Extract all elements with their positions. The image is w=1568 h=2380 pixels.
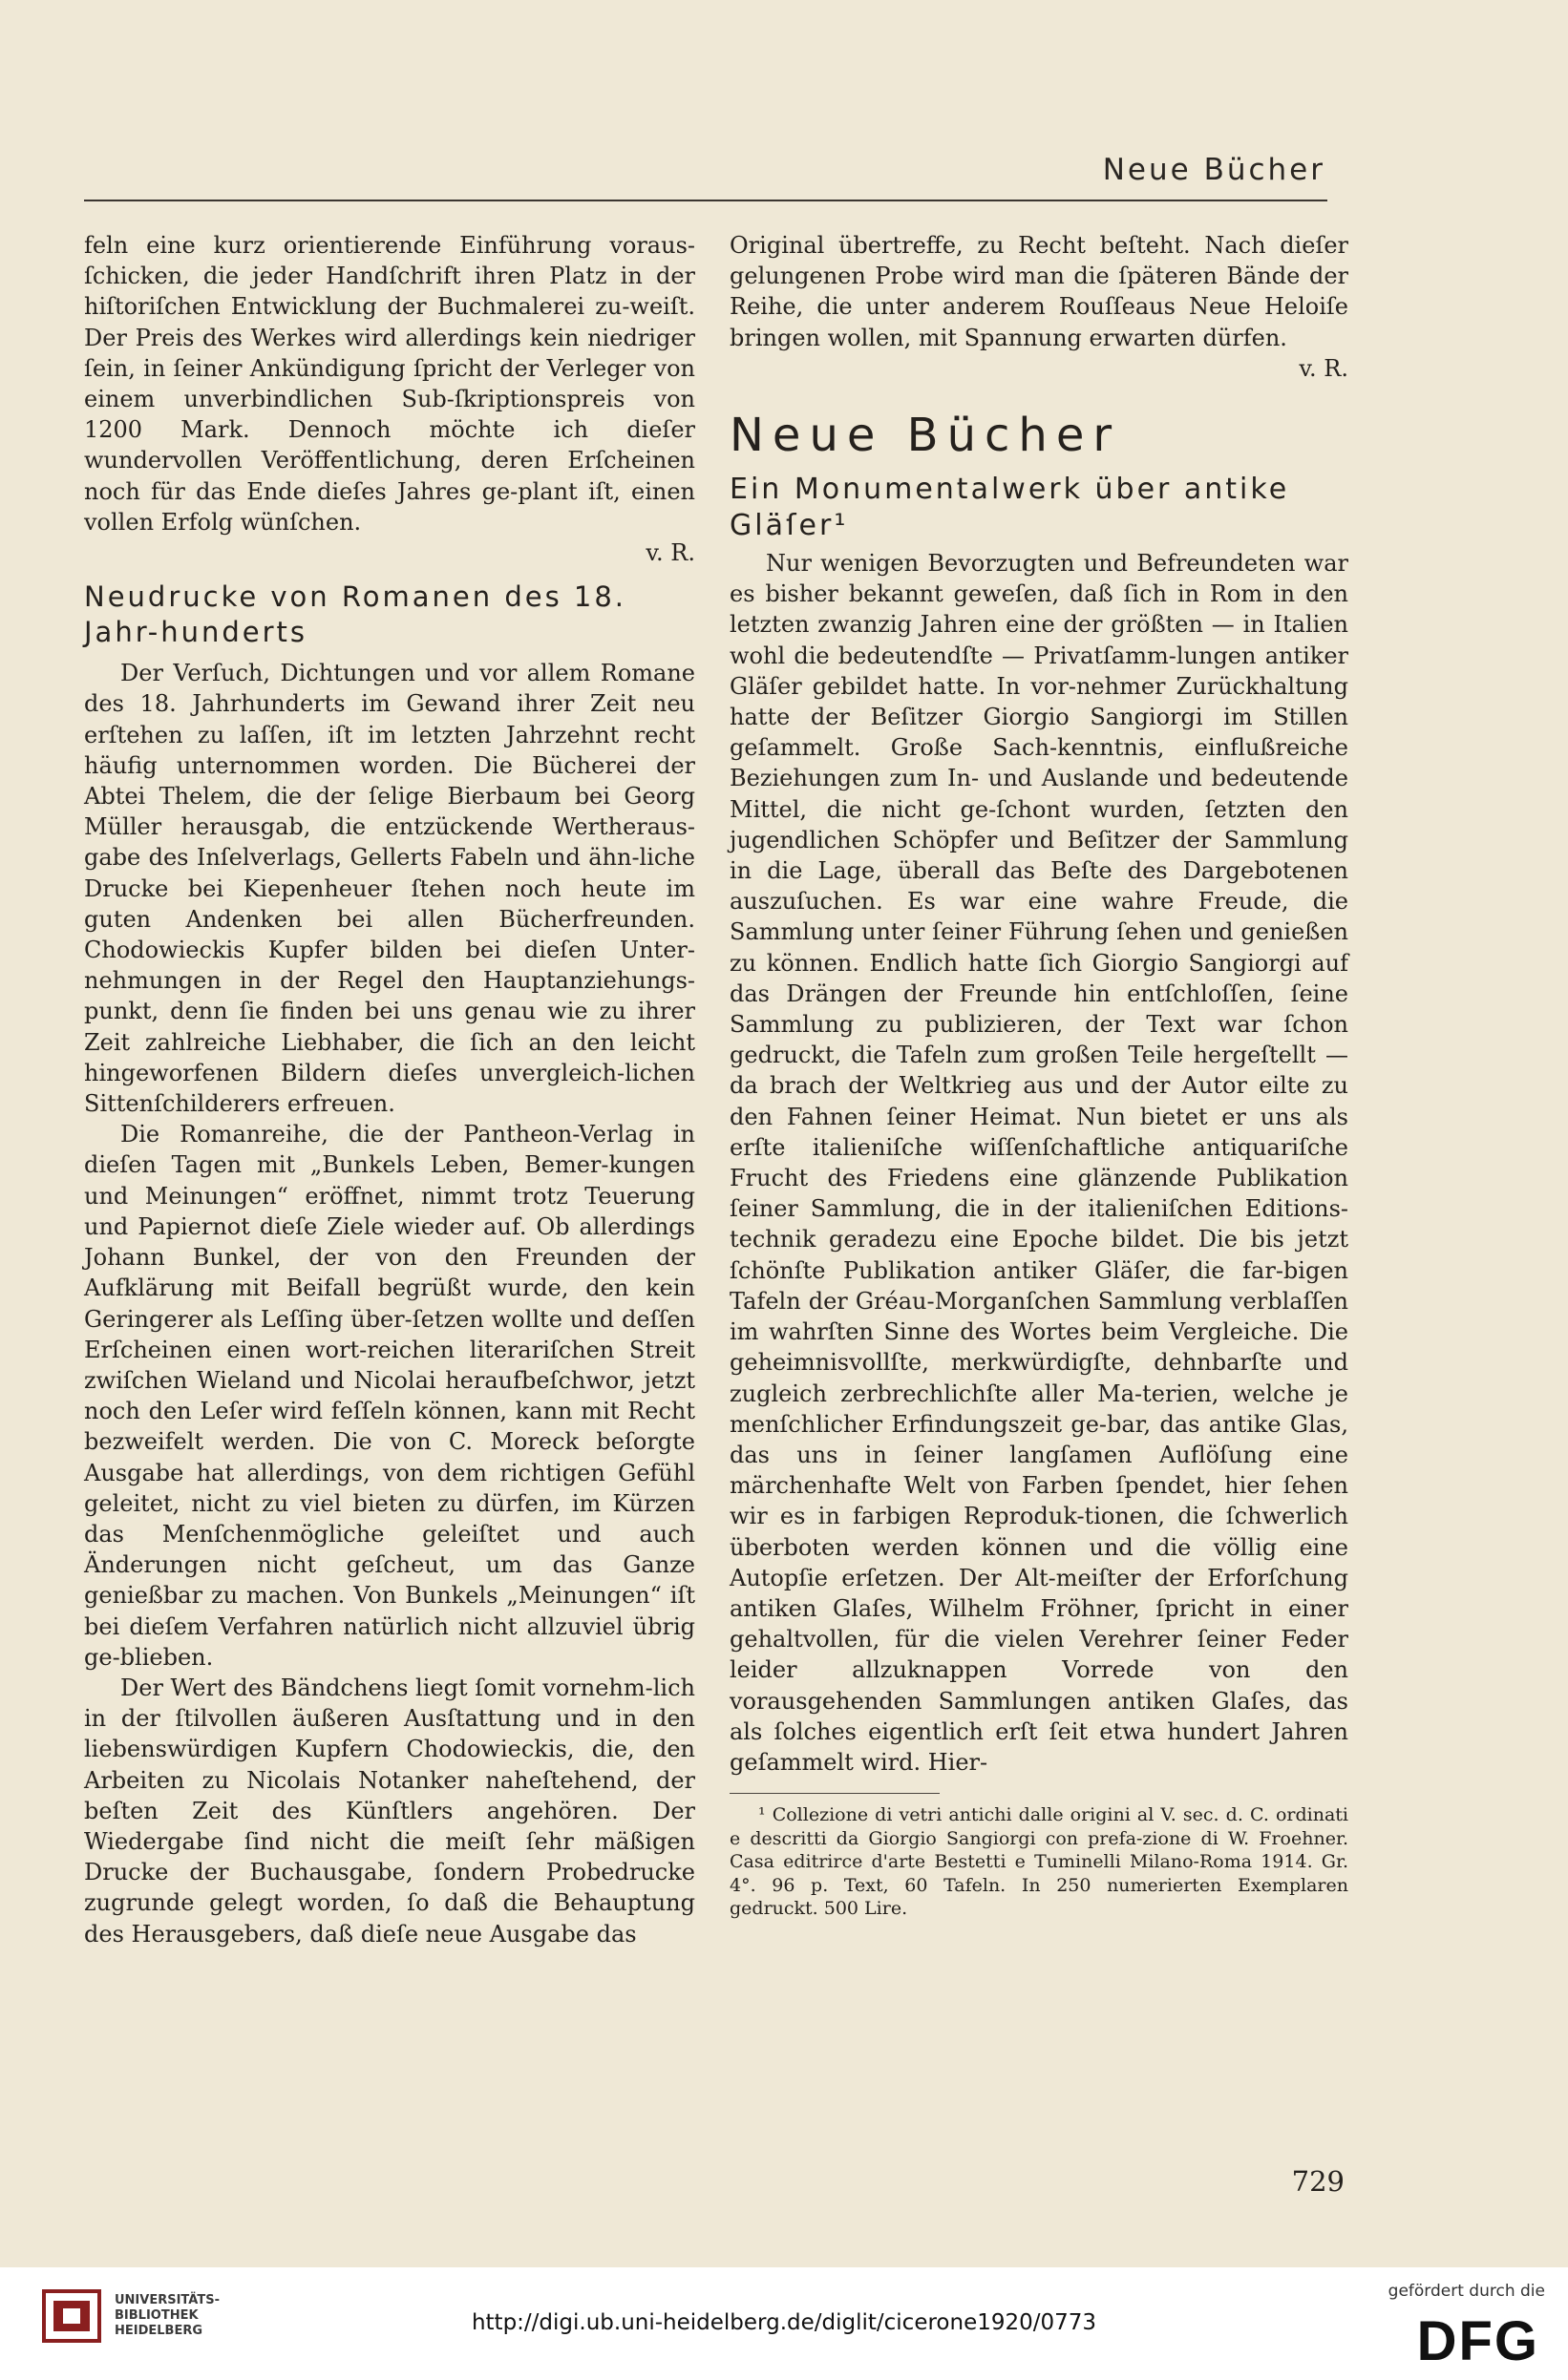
header-rule <box>84 200 1327 201</box>
section-heading: Neudrucke von Romanen des 18. Jahr-hunderts <box>84 580 627 649</box>
page-number: 729 <box>1291 2165 1345 2198</box>
dfg-logo-text: DFG <box>1416 2310 1539 2368</box>
left-intro-signature: v. R. <box>646 539 695 567</box>
running-head: Neue Bücher <box>1102 153 1325 187</box>
main-heading: Neue Bücher <box>730 409 1121 463</box>
left-paragraph-1: Der Verſuch, Dichtungen und vor allem Romane des 18. Jahrhunderts im Gewand ihrer Zeit neu erſtehen zu laſſen, iſt im letzten Jahrzehnt recht häufig unternommen worden. Die Bücherei der Abtei Thelem, die der ſelige Bierbaum bei Georg Müller herausgab, die entzückende Wertheraus-gabe des Inſelverlags, Gellerts Fabeln und ähn-liche Drucke bei Kiepenheuer ſtehen noch heute im guten Andenken bei allen Bücherfreunden. Chodowieckis Kupfer bilden bei dieſen Unter-nehmungen in der Regel den Hauptanziehungs-punkt, denn ſie finden bei uns genau wie zu ihrer Zeit zahlreiche Liebhaber, die ſich an den leicht hingeworfenen Bildern dieſes unvergleich-lichen Sittenſchilderers erfreuen. <box>84 660 695 1118</box>
left-paragraph-3: Der Wert des Bändchens liegt ſomit vornehm-lich in der ſtilvollen äußeren Ausſtattung und in den liebenswürdigen Kupfern Chodowieckis, die, den Arbeiten zu Nicolais Notanker naheſtehend, der beſten Zeit des Künſtlers angehören. Der Wiedergabe ſind nicht die meiſt ſehr mäßigen Drucke der Buchausgabe, ſondern Probedrucke zugrunde gelegt worden, ſo daß die Behauptung des Herausgebers, daß dieſe neue Ausgabe das <box>84 1674 695 1948</box>
article-heading: Ein Monumentalwerk über antike Gläſer¹ <box>730 473 1290 543</box>
library-name: UNIVERSITÄTS- BIBLIOTHEK HEIDELBERG <box>115 2293 220 2338</box>
left-intro-paragraph: feln eine kurz orientierende Einführung voraus-ſchicken, die jeder Handſchrift ihren Platz in der hiſtoriſchen Entwicklung der Buchmalerei zu-weiſt. Der Preis des Werkes wird allerdings kein niedriger ſein, in ſeiner Ankündigung ſpricht der Verleger von einem unverbindlichen Sub-ſkriptionspreis von 1200 Mark. Dennoch möchte ich dieſer wundervollen Veröffentlichung, deren Erſcheinen noch für das Ende dieſes Jahres ge-plant iſt, einen vollen Erfolg wünſchen. <box>84 232 695 536</box>
left-paragraph-2: Die Romanreihe, die der Pantheon-Verlag in dieſen Tagen mit „Bunkels Leben, Bemer-kungen und Meinungen“ eröffnet, nimmt trotz Teuerung und Papiernot dieſe Ziele wieder auf. Ob allerdings Johann Bunkel, der von den Freunden der Aufklärung mit Beifall begrüßt wurde, den kein Geringerer als Leſſing über-ſetzen wollte und deſſen Erſcheinen einen wort-reichen literariſchen Streit zwiſchen Wieland und Nicolai heraufbeſchwor, jetzt noch den Leſer wird feſſeln können, kann mit Recht bezweifelt werden. Die von C. Moreck beſorgte Ausgabe hat allerdings, von dem richtigen Gefühl geleitet, nicht zu viel bieten zu dürfen, im Kürzen das Menſchenmögliche geleiſtet und auch Änderungen nicht geſcheut, um das Ganze genießbar zu machen. Von Bunkels „Meinungen“ iſt bei dieſem Verfahren natürlich nicht allzuviel übrig ge-blieben. <box>84 1121 695 1671</box>
left-column <box>84 230 695 1949</box>
right-intro-signature: v. R. <box>1299 354 1348 382</box>
right-intro-paragraph: Original übertreffe, zu Recht beſteht. Nach dieſer gelungenen Probe wird man die ſpäteren Bände der Reihe, die unter anderem Rouſſeaus Neue Heloiſe bringen wollen, mit Spannung erwarten dürfen. <box>730 232 1348 351</box>
footnote-rule <box>730 1793 940 1794</box>
funder-block <box>1388 2282 1545 2368</box>
dfg-logo-icon[interactable] <box>1388 2310 1541 2368</box>
article-text: Nur wenigen Bevorzugten und Befreundeten war es bisher bekannt geweſen, daß ſich in Rom in den letzten zwanzig Jahren eine der größten — in Italien wohl die bedeutendſte — Privatſamm-lungen antiker Gläſer gebildet hatte. In vor-nehmer Zurückhaltung hatte der Beſitzer Giorgio Sangiorgi im Stillen geſammelt. Große Sach-kenntnis, einflußreiche Beziehungen zum In- und Auslande und bedeutende Mittel, die nicht ge-ſchont wurden, ſetzten den jugendlichen Schöpfer und Beſitzer der Sammlung in die Lage, überall das Beſte des Dargebotenen auszuſuchen. Es war eine wahre Freude, die Sammlung unter ſeiner Führung ſehen und genießen zu können. Endlich hatte ſich Giorgio Sangiorgi auf das Drängen der Freunde hin entſchloſſen, ſeine Sammlung zu publizieren, der Text war ſchon gedruckt, die Tafeln zum großen Teile hergeſtellt — da brach der Weltkrieg aus und der Autor eilte zu den Fahnen ſeiner Heimat. Nun bietet er uns als erſte italieniſche wiſſenſchaftliche antiquariſche Frucht des Friedens eine glänzende Publikation ſeiner Sammlung, die in der italieniſchen Editions-technik geradezu eine Epoche bildet. Die bis jetzt ſchönſte Publikation antiker Gläſer, die far-bigen Tafeln der Gréau-Morganſchen Sammlung verblaſſen im wahrſten Sinne des Wortes beim Vergleiche. Die geheimnisvollſte, merkwürdigſte, dehnbarſte und zugleich zerbrechlichſte aller Ma-terien, welche je menſchlicher Erfindungszeit ge-bar, das antike Glas, das uns in ſeiner langſamen Auflöſung eine märchenhafte Welt von Farben ſpendet, hier ſehen wir es in farbigen Reproduk-tionen, die ſchwerlich überboten werden können und die völlig eine Autopſie erſetzen. Der Alt-meiſter der Erforſchung antiken Glaſes, Wilhelm Fröhner, ſpricht in einer gehaltvollen, für die vielen Verehrer ſeiner Feder leider allzuknappen Vorrede von den vorausgehenden Sammlungen antiken Glaſes, das als ſolches eigentlich erſt ſeit etwa hundert Jahren geſammelt wird. Hier- <box>730 550 1348 1776</box>
right-column <box>730 230 1348 1921</box>
footnote: ¹ Collezione di vetri antichi dalle origini al V. sec. d. C. ordinati e descritti da Giorgio Sangiorgi con prefa-zione di W. Froehner. Casa editrirce d'arte Bestetti e Tuminelli Milano-Roma 1914. Gr. 4°. 96 p. Text, 60 Tafeln. In 250 numerierten Exemplaren gedruckt. 500 Lire. <box>730 1804 1348 1920</box>
source-url-link[interactable]: http://digi.ub.uni-heidelberg.de/diglit/cicerone1920/0773 <box>471 2310 1097 2335</box>
funding-text: gefördert durch die <box>1388 2282 1545 2301</box>
